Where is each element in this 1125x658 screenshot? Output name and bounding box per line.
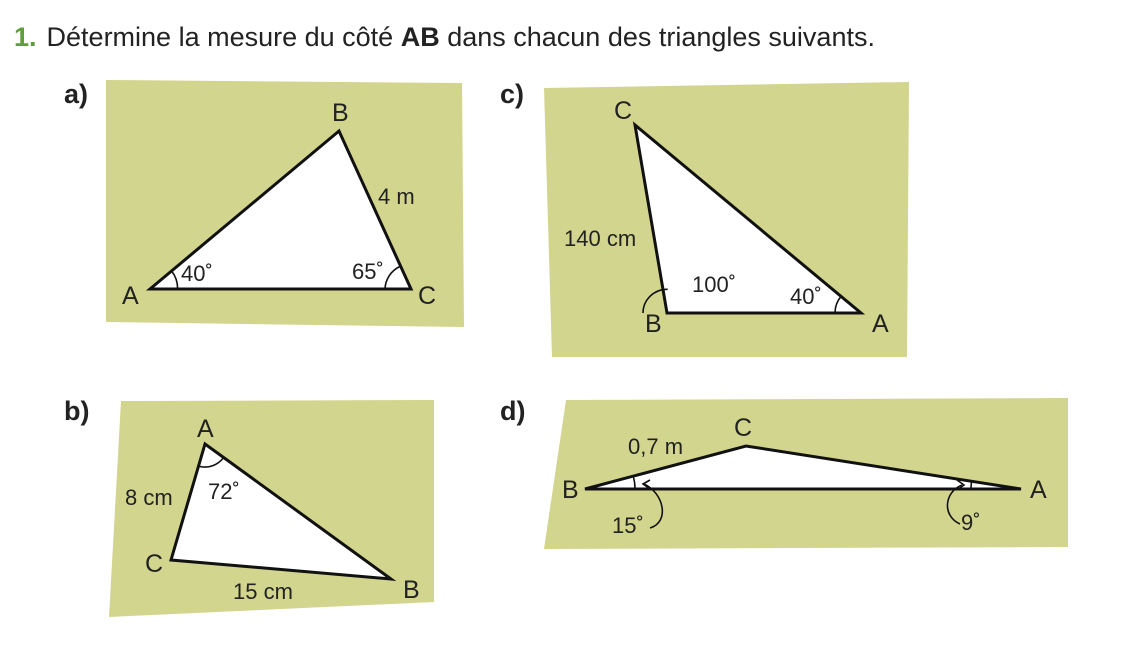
figure-c-vertex-b: B <box>645 310 662 338</box>
figure-a-vertex-b: B <box>332 99 349 127</box>
figure-d-angle-a: 9˚ <box>961 510 981 535</box>
figure-c-vertex-a: A <box>872 310 889 338</box>
question-number: 1. <box>14 22 37 52</box>
figure-d-vertex-b: B <box>562 476 579 504</box>
figure-d-angle-b: 15˚ <box>612 513 644 538</box>
figure-b-side-cb: 15 cm <box>233 579 293 604</box>
question-text-end: dans chacun des triangles suivants. <box>439 22 875 52</box>
question-text-start: Détermine la mesure du côté <box>46 22 401 52</box>
figure-a-vertex-c: C <box>418 282 437 310</box>
figure-c <box>500 79 909 357</box>
figure-a-side-bc: 4 m <box>378 184 415 209</box>
figure-b-vertex-c: C <box>145 550 164 578</box>
figure-b-label: b) <box>64 396 90 426</box>
figure-d <box>500 396 1068 549</box>
figure-a <box>64 79 464 327</box>
figure-c-side-cb: 140 cm <box>564 226 637 251</box>
figure-d-side-bc: 0,7 m <box>628 434 684 459</box>
figure-b-vertex-a: A <box>197 415 214 443</box>
figure-c-angle-b: 100˚ <box>692 272 737 297</box>
figure-a-angle-a: 40˚ <box>181 261 213 286</box>
figure-b-angle-a: 72˚ <box>208 479 240 504</box>
figure-d-angle-a-arc <box>971 481 972 489</box>
figure-b <box>64 396 434 617</box>
figure-a-label: a) <box>64 79 89 109</box>
figure-c-vertex-c: C <box>614 97 633 125</box>
figure-b-side-ac: 8 cm <box>125 485 173 510</box>
question-text-bold: AB <box>400 22 440 52</box>
figure-c-angle-a: 40˚ <box>790 284 822 309</box>
figure-d-label: d) <box>500 396 526 426</box>
figure-d-vertex-c: C <box>734 414 753 442</box>
figure-b-vertex-b: B <box>403 576 420 604</box>
figure-c-label: c) <box>500 79 525 109</box>
figure-a-angle-c: 65˚ <box>352 259 384 284</box>
figure-d-vertex-a: A <box>1030 476 1047 504</box>
figure-a-vertex-a: A <box>122 282 139 310</box>
